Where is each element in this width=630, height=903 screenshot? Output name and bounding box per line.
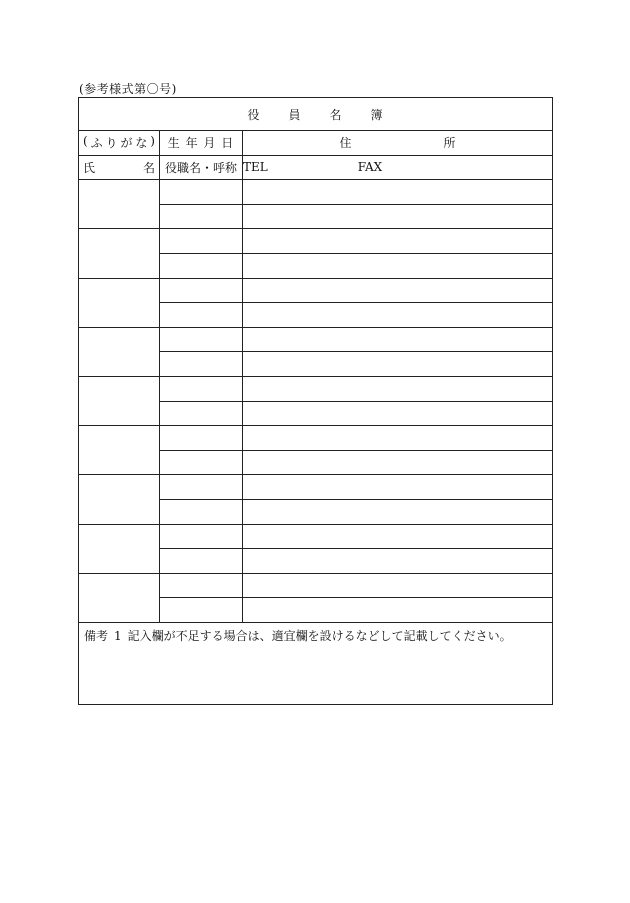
entry-row [79, 524, 553, 549]
header-row-2 [79, 155, 553, 180]
title-char: 簿 [370, 107, 384, 122]
entry-row [79, 229, 553, 254]
position-header: 役職名・呼称 [160, 155, 243, 180]
entry-tel-fax-cell[interactable] [243, 352, 553, 377]
entry-tel-fax-cell[interactable] [243, 401, 553, 426]
entry-address-cell[interactable] [243, 376, 553, 401]
entry-address-cell[interactable] [243, 327, 553, 352]
entry-address-cell[interactable] [243, 524, 553, 549]
entry-row [79, 573, 553, 598]
name-header [79, 155, 160, 180]
header-row-1 [79, 131, 553, 156]
entry-address-cell[interactable] [243, 573, 553, 598]
entry-tel-fax-cell[interactable] [243, 204, 553, 229]
entry-row [79, 327, 553, 352]
furigana-header [79, 131, 160, 156]
entry-name-cell[interactable] [79, 229, 160, 278]
remarks-label: 備考 [84, 628, 109, 643]
entry-row [79, 426, 553, 451]
roster-title [79, 98, 553, 131]
entry-birthdate-cell[interactable] [160, 426, 243, 451]
entry-address-cell[interactable] [243, 426, 553, 451]
entry-name-cell[interactable] [79, 573, 160, 622]
entry-name-cell[interactable] [79, 376, 160, 425]
tel-label: TEL [243, 160, 268, 175]
address-char: 所 [443, 136, 456, 151]
name-char: 名 [142, 160, 155, 175]
entry-birthdate-cell[interactable] [160, 376, 243, 401]
furigana-char: が [120, 136, 133, 151]
title-row [79, 98, 553, 131]
tel-fax-header [243, 155, 553, 180]
entry-birthdate-cell[interactable] [160, 327, 243, 352]
entry-birthdate-cell[interactable] [160, 180, 243, 205]
entry-position-cell[interactable] [160, 303, 243, 328]
entry-position-cell[interactable] [160, 401, 243, 426]
entry-position-cell[interactable] [160, 549, 243, 574]
birthdate-header: 生 年 月 日 [160, 131, 243, 156]
entry-tel-fax-cell[interactable] [243, 499, 553, 524]
entry-name-cell[interactable] [79, 278, 160, 327]
entry-row [79, 180, 553, 205]
entry-name-cell[interactable] [79, 327, 160, 376]
furigana-char: ( [83, 134, 88, 149]
entry-tel-fax-cell[interactable] [243, 450, 553, 475]
remarks-cell [79, 622, 553, 704]
title-char: 名 [329, 107, 343, 122]
entry-tel-fax-cell[interactable] [243, 253, 553, 278]
entry-name-cell[interactable] [79, 180, 160, 229]
fax-label: FAX [357, 160, 383, 175]
entry-tel-fax-cell[interactable] [243, 303, 553, 328]
entry-name-cell[interactable] [79, 524, 160, 573]
entry-position-cell[interactable] [160, 253, 243, 278]
entry-address-cell[interactable] [243, 229, 553, 254]
entry-birthdate-cell[interactable] [160, 573, 243, 598]
entry-address-cell[interactable] [243, 180, 553, 205]
entry-row [79, 475, 553, 500]
title-char: 役 [247, 107, 261, 122]
entry-position-cell[interactable] [160, 204, 243, 229]
entry-birthdate-cell[interactable] [160, 229, 243, 254]
entry-tel-fax-cell[interactable] [243, 549, 553, 574]
furigana-char: な [135, 136, 148, 151]
remarks-text: 記入欄が不足する場合は、適宜欄を設けるなどして記載してください。 [127, 628, 512, 643]
form-reference-label: (参考様式第〇号) [79, 82, 177, 96]
entry-row [79, 278, 553, 303]
entry-birthdate-cell[interactable] [160, 524, 243, 549]
address-char: 住 [339, 136, 352, 151]
name-char: 氏 [83, 160, 96, 175]
address-header [243, 131, 553, 156]
furigana-char: り [105, 136, 118, 151]
entry-address-cell[interactable] [243, 475, 553, 500]
entry-position-cell[interactable] [160, 352, 243, 377]
entry-birthdate-cell[interactable] [160, 475, 243, 500]
entry-name-cell[interactable] [79, 426, 160, 475]
entry-position-cell[interactable] [160, 598, 243, 623]
remarks-number: 1 [114, 628, 122, 643]
title-char: 員 [288, 107, 302, 122]
officer-roster-table [78, 97, 553, 705]
entry-position-cell[interactable] [160, 450, 243, 475]
entry-birthdate-cell[interactable] [160, 278, 243, 303]
entry-row [79, 376, 553, 401]
entry-position-cell[interactable] [160, 499, 243, 524]
entry-tel-fax-cell[interactable] [243, 598, 553, 623]
furigana-char: ) [150, 134, 155, 149]
remarks-row [79, 622, 553, 704]
furigana-char: ふ [90, 136, 103, 151]
entry-address-cell[interactable] [243, 278, 553, 303]
entry-name-cell[interactable] [79, 475, 160, 524]
